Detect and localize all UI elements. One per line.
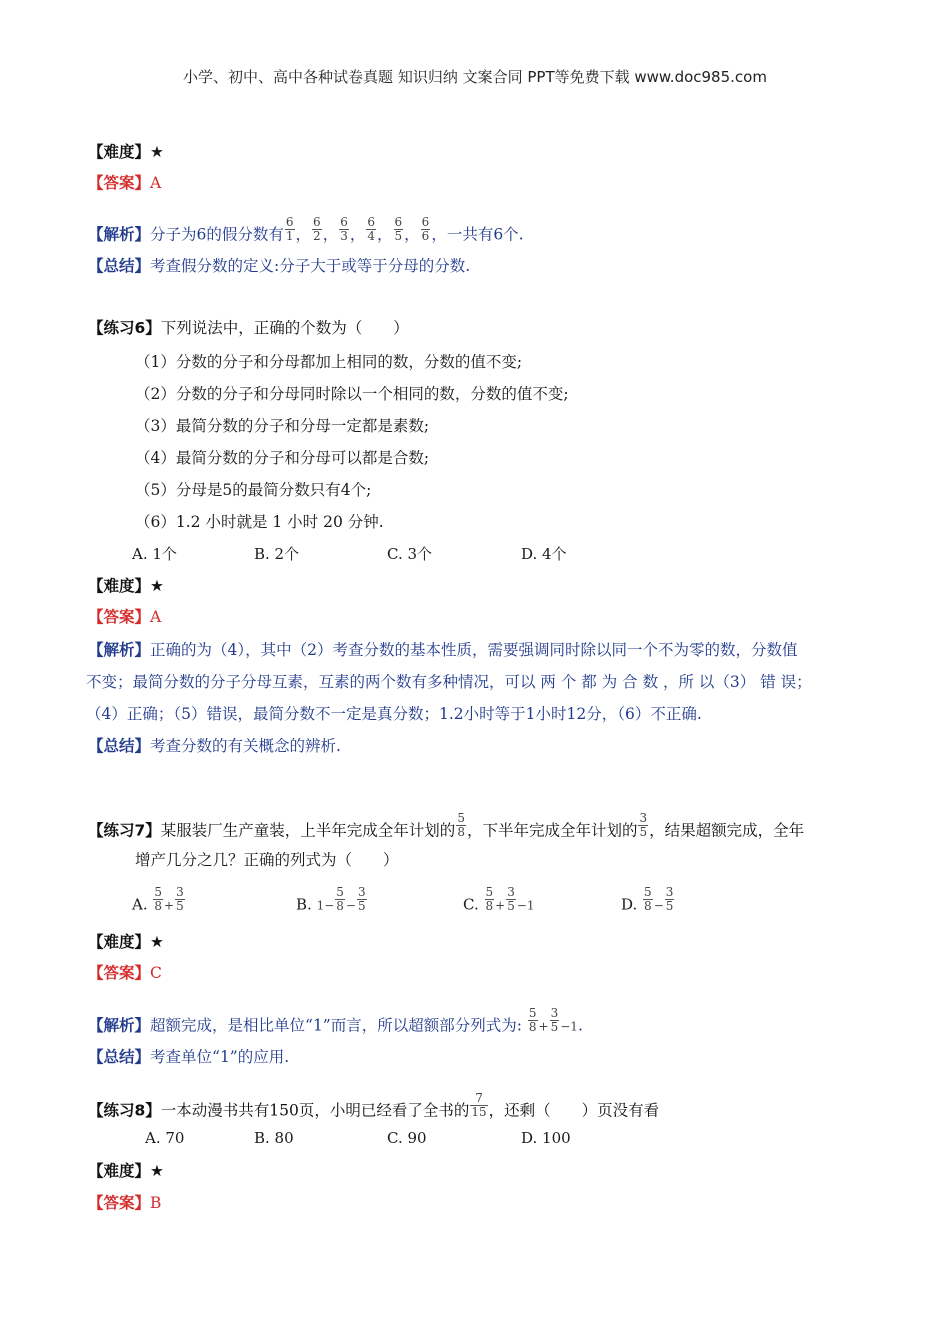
difficulty-tag: 【难度】 [88,143,151,161]
exercise-6-question: 【练习6】下列说法中，正确的个数为（ ） [88,319,409,337]
statement-item: （1）分数的分子和分母都加上相同的数，分数的值不变; [135,353,523,371]
exercise-8-question: 【练习8】一本动漫书共有150页，小明已经看了全书的 $\frac{7}{15}$ ，还剩（ ）页没有看 [88,1091,660,1120]
fraction: $\frac{5}{8}$ [528,1006,537,1034]
fraction: $\frac{5}{8}$ [457,811,465,839]
exercise-tag: 【练习7】 [88,821,161,840]
summary-tag: 【总结】 [88,257,151,275]
analysis-tag: 【解析】 [88,225,151,244]
fraction: $\frac{5}{8}$ [336,885,344,913]
star-icon: ★ [150,577,164,595]
analysis-row-7: 【解析】超额完成，是相比单位“1”而言，所以超额部分列式为: $\frac{5}{8}$ + $\frac{3}{5}$ −1. [88,1006,583,1035]
answer-value: B [150,1194,162,1212]
statement-item: （3）最简分数的分子和分母一定都是素数; [135,417,430,435]
summary-row-6: 【总结】考查分数的有关概念的辨析. [88,737,341,755]
fraction: $\frac{6}{5}$ [394,215,403,243]
fraction: $\frac{3}{5}$ [665,885,674,913]
answer-tag: 【答案】 [88,174,151,192]
difficulty-tag: 【难度】 [88,1162,151,1180]
answer-tag: 【答案】 [88,1194,151,1212]
analysis-line: 不变；最简分数的分子分母互素，互素的两个数有多种情况，可以 两 个 都 为 合 数 ，所 以（3） 错 误； [86,673,812,691]
difficulty-row-1 [88,141,164,163]
option-b: B. 1− $\frac{5}{8}$ − $\frac{3}{5}$ [296,885,366,914]
fraction: $\frac{3}{5}$ [550,1006,559,1034]
option-a: A. 1个 [132,545,177,563]
option-a: A. $\frac{5}{8}$ + $\frac{3}{5}$ [132,885,184,914]
option-c: C. 90 [387,1129,427,1147]
fraction: $\frac{6}{3}$ [340,215,348,243]
answer-value: A [150,608,162,626]
answer-row-7 [88,962,162,984]
option-d: D. 100 [521,1129,571,1147]
analysis-row-1: 【解析】分子为6的假分数有 $\frac{6}{1}$ ， $\frac{6}{2}$ ， $\frac{6}{3}$ ， $\frac{6}{4}$ ， $\frac{6}{5}$ ， $\frac{6}{6}$ ，一共有6个. [88,215,524,244]
answer-tag: 【答案】 [88,964,151,982]
statement-item: （4）最简分数的分子和分母可以都是合数; [135,449,430,467]
fraction: $\frac{3}{5}$ [639,811,648,839]
exercise-7-question-line2: 增产几分之几？正确的列式为（ ） [135,851,399,869]
answer-value: C [150,964,162,982]
statement-item: （6）1.2 小时就是 1 小时 20 分钟. [135,513,384,531]
option-b: B. 80 [254,1129,294,1147]
statement-item: （5）分母是5的最简分数只有4个; [135,481,372,499]
answer-row-1 [88,172,161,194]
option-c: C. 3个 [387,545,433,563]
difficulty-row-8 [88,1160,164,1182]
summary-row-7: 【总结】考查单位“1”的应用. [88,1048,290,1066]
exercise-tag: 【练习8】 [88,1101,161,1120]
page-header: 小学、初中、高中各种试卷真题 知识归纳 文案合同 PPT等免费下载 www.doc985.com [183,68,767,86]
analysis-tag: 【解析】 [88,1016,151,1035]
fraction: $\frac{6}{1}$ [285,215,294,243]
option-b: B. 2个 [254,545,300,563]
analysis-line: （4）正确；（5）错误，最简分数不一定是真分数；1.2小时等于1小时12分，（6）不正确. [86,705,702,723]
difficulty-row-7 [88,931,164,953]
fraction: $\frac{3}{5}$ [357,885,366,913]
option-a: A. 70 [145,1129,185,1147]
fraction: $\frac{5}{8}$ [644,885,652,913]
exercise-tag: 【练习6】 [88,319,161,337]
difficulty-row-6 [88,575,164,597]
fraction: $\frac{6}{4}$ [367,215,375,243]
star-icon: ★ [150,933,164,951]
answer-row-8 [88,1192,161,1214]
option-d: D. $\frac{5}{8}$ − $\frac{3}{5}$ [621,885,674,914]
option-d: D. 4个 [521,545,567,563]
star-icon: ★ [150,143,164,161]
exercise-7-question: 【练习7】某服装厂生产童装，上半年完成全年计划的 $\frac{5}{8}$ ，下半年完成全年计划的 $\frac{3}{5}$ ，结果超额完成，全年 [88,811,805,840]
difficulty-tag: 【难度】 [88,933,151,951]
fraction: $\frac{6}{2}$ [313,215,321,243]
summary-tag: 【总结】 [88,737,151,755]
answer-row-6 [88,606,161,628]
statement-item: （2）分数的分子和分母同时除以一个相同的数，分数的值不变; [135,385,569,403]
option-c: C. $\frac{5}{8}$ + $\frac{3}{5}$ −1 [463,885,535,914]
analysis-tag: 【解析】 [88,641,151,659]
fraction: $\frac{5}{8}$ [485,885,494,913]
answer-value: A [150,174,162,192]
fraction: $\frac{5}{8}$ [154,885,163,913]
fraction: $\frac{3}{5}$ [507,885,515,913]
answer-tag: 【答案】 [88,608,151,626]
analysis-row-6: 【解析】正确的为（4），其中（2）考查分数的基本性质，需要强调同时除以同一个不为零的数，分数值 [88,641,798,659]
fraction: $\frac{3}{5}$ [176,885,184,913]
fraction: $\frac{7}{15}$ [471,1091,487,1119]
star-icon: ★ [150,1162,164,1180]
summary-row-1: 【总结】考查假分数的定义:分子大于或等于分母的分数. [88,257,471,275]
fraction: $\frac{6}{6}$ [421,215,430,243]
difficulty-tag: 【难度】 [88,577,151,595]
summary-tag: 【总结】 [88,1048,151,1066]
